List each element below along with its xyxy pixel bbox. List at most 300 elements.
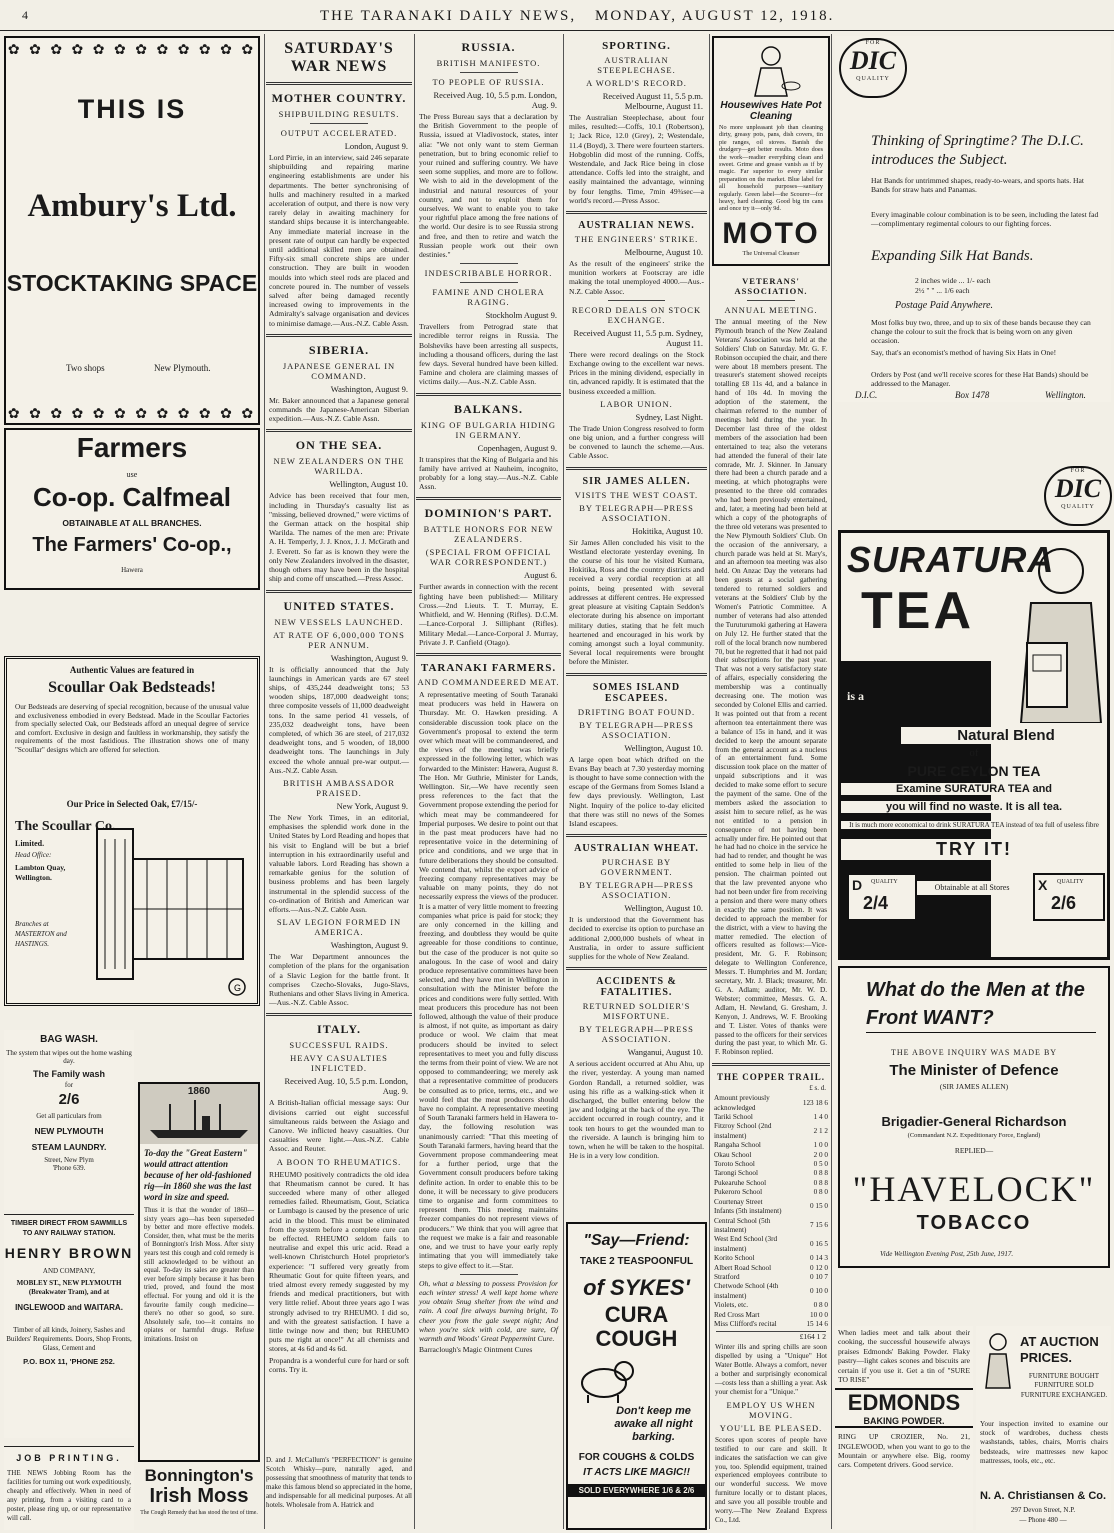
havelock-line: Vide Wellington Evening Post, 25th June, 1917. [880, 1250, 1014, 1258]
bagwash-title: BAG WASH. [40, 1034, 98, 1045]
edmonds-baking-powder-ad [835, 1326, 973, 1530]
article-text: The Trade Union Congress resolved to form one big union, and a further congress will be convened to launch the scheme.—Aus. Cable Assoc. [569, 423, 704, 461]
headline-war-news: SATURDAY'S WAR NEWS [284, 40, 394, 75]
dateline: Washington, August 9. [330, 940, 408, 951]
edmonds-product: BAKING POWDER. [835, 1416, 973, 1428]
subscription-amount: 0 8 0 [813, 1188, 828, 1197]
column-rule [563, 34, 564, 1529]
dateline: Received August 11, 5.5 p.m. Sydney, August 11. [573, 327, 703, 348]
bonnington-body: Thus it is that the wonder of 1860—sixty years ago—has been superseded by better and more effective models. Consider, then, what must be the merits of Bonnington's Irish Moss. After sixty years test this cough and cold remedy is still acknowledged to be without an equal. To-day its sales are greater than ever before simply because it has been tried, proved, and found the most effectual. For young and old it is the favourite family cough medicine—there's no other so good, so sure. Absolutely safe, too—it contains no opiates or harmful drugs. Refuse imitations. Insist on [144, 1207, 254, 1343]
farmers-coop: The Farmers' Co-op., [32, 534, 232, 556]
article-text: Barraclough's Magic Ointment Cures [419, 1345, 533, 1355]
moto-title: Housewives Hate Pot Cleaning [720, 100, 822, 122]
dateline: Stockholm August 9. [485, 310, 557, 321]
ambury-ad [4, 36, 260, 425]
table-row [712, 1122, 830, 1141]
subhead: BY TELEGRAPH—PRESS ASSOCIATION. [579, 880, 694, 901]
subhead: DRIFTING BOAT FOUND. [577, 706, 696, 717]
bagwash-line: NEW PLYMOUTH [34, 1126, 104, 1136]
table-row [712, 1254, 830, 1263]
table-row [712, 1311, 830, 1320]
subhead: NEW VESSELS LAUNCHED. [274, 616, 404, 627]
table-row [712, 1094, 830, 1113]
table-row [712, 1273, 830, 1282]
dateline: Received August 11, 5.5 p.m. Melbourne, August 11. [602, 91, 703, 111]
article-text: A serious accident occurred at Ahu Ahu, up the river, yesterday. A young man named Gordon Randall, a returned soldier, was using his rifle as a walking-stick when it discharged, the bullet entering below the jaw and lodging at the back of the eye. The accident occurred in rough country, and it took ten hours to get the wounded man to the riverside. A launch is bringing him to town, when he will be taken to the hospital. He is in a very low condition. [569, 1059, 704, 1161]
article-text: Lord Pirrie, in an interview, said 246 separate shipbuilding and repairing marine engineering establishments are under his departments. The better synchronising of hulls and machinery resulted in a marked acceleration of output, and there is now very rarely delay in awaiting machinery for standard ships because it is interchangeable. Any immediate material increase in the present rate of output can hardly be expected until additional skilled men are obtained. Fifty-six small concrete ships are under construction. They are built in wooden moulds into which steel rods are placed and concrete poured in. The number of vessels salved after being damaged recently increased owing to improvements in the Admiralty's salvage organisation and devices to minimise damage.—Aus.-N.Z. Cable Assn. [269, 153, 409, 328]
article-text: The War Department announces the completion of the plans for the organisation of a Slavic Legion for the battle front. It comprises Czecho-Slovaks, Jugo-Slavs, Ruthenians and other Slavs living in America.—Aus.-N.Z. Cable Assoc. [269, 952, 409, 1008]
article-text: Winter ills and spring chills are soon dispelled by using a "Unique" Hot Water Bottle. Always a comfort, never a bother and surprisingly economical—costs less than a shilling a year. Ask your chemist for a "Unique." [715, 1343, 827, 1396]
section-head: AUSTRALIAN NEWS. [578, 220, 695, 232]
section-head: SIR JAMES ALLEN. [582, 475, 691, 487]
article-text: Travellers from Petrograd state that incredible terror reigns in Russia. The Bolsheviks have been arresting all suspects, including a thousand officers, during the last few days. Several hundred have been killed. Famine and cholera are claiming masses of victims daily.—Aus.-N.Z. Cable Assn. [419, 322, 558, 387]
subhead: KING OF BULGARIA HIDING IN GERMANY. [420, 419, 557, 440]
subscriber-name: West End School (3rd instalment) [714, 1235, 778, 1253]
subhead: AND COMMANDEERED MEAT. [417, 676, 560, 687]
table-row [712, 1188, 830, 1197]
article-text: RHEUMO positively contradicts the old idea that Rheumatism cannot be cured. It has succeeded where many of other alleged remedies failed. Rheumatism, Gout, Sciatica or Lumbago is caused by the presence of uric acid in the blood. This must be eliminated from the system before a complete cure can be effected. RHEUMO seldom fails to neutralise and expel this uric acid. Read a well-known Christchurch Hotel proprietor's experience: "I suffered very greatly from Rheumatic Gout for quite fifteen years, and tried almost every remedy suggested by my friends and medical practitioners, but with very little relief. About three years ago I was strongly advised to try RHEUMO. I did so, and with the greatest satisfaction. I have a little twinge now and then; but RHEUMO puts me right at once!" At all chemists and stores, at 4s 6d and 4s 6d. [269, 1169, 409, 1354]
svg-text:G: G [234, 983, 242, 993]
subscriber-name: Tariki School [714, 1113, 753, 1122]
ad-ornament-border: ✿ ✿ ✿ ✿ ✿ ✿ ✿ ✿ ✿ ✿ ✿ ✿ [7, 43, 257, 58]
scoullar-office: Head Office: [15, 851, 52, 859]
suratura-obtainable: Obtainable at all Stores [917, 881, 1027, 895]
sykes-line: TAKE 2 TEASPOONFUL [579, 1256, 694, 1267]
dic-text: Every imaginable colour combination is to be seen, including the latest fad—complimentary regimental colours to our fighting forces. [871, 210, 1099, 229]
section-head: SIBERIA. [308, 342, 370, 357]
bonnington-irish-moss-ad [138, 1082, 260, 1462]
dic-logo [1044, 466, 1112, 526]
moto-body: No more unpleasant job than cleaning dirty, greasy pots, pans, dish covers, tin pie ranges, oil stoves. Banish the drudgery—get better results. Moto does the work—readier everything clean and sweet. Grime and grease vanish as if by magic. Far superior to every similar preparation on the market. Blue label for all household purposes—sanitary regularly. Green label—the Scourer—for heavy, hard cleaning. Good big tin cans and once try it—only 9d. [719, 124, 823, 213]
henry-brown-ad [4, 1214, 134, 1438]
farmers-word: Farmers [76, 432, 188, 463]
dateline: Washington, August 9. [330, 383, 408, 394]
henry-line: P.O. BOX 11, 'PHONE 252. [23, 1357, 115, 1366]
dic-logo [839, 38, 907, 98]
farmers-calfmeal: Co-op. Calfmeal [33, 482, 231, 512]
subscriber-name: Miss Clifford's recital [714, 1319, 777, 1328]
sykes-line: IT ACTS LIKE MAGIC!! [583, 1467, 690, 1478]
article-text: There were record dealings on the Stock Exchange owing to the excellent war news. Prices in the mining dividend, especially in tin, advanced rapidly. It is estimated that the business exceeded a million. [569, 349, 704, 396]
subhead: AT RATE OF 6,000,000 TONS PER ANNUM. [273, 629, 405, 650]
newspaper-title: THE TARANAKI DAILY NEWS, [320, 8, 577, 24]
subhead: A WORLD'S RECORD. [586, 78, 687, 88]
scoullar-intro: Authentic Values are featured in [69, 665, 195, 675]
article-text: The annual meeting of the New Plymouth branch of the New Zealand Veterans' Association was held at the Soldiers' Club on Saturday. Mr. G. F. Robinson occupied the chair, and there were about 18 members present. The treasurer's statement showed receipts totalling £8 11s 4d, and a balance in hand of 10s 4d. In moving the adoption of the statement, the chairman referred to the number of meetings held during the year. In December last three of the oldest members of the association had been entertained to tea; also the veterans had attended the funeral of their late comrade, Mr. J. Skinner. In January there had been a church parade and a meeting, at which photographs were presented to the three old comrades who had been previously entertained, and, later, a meeting had been held at which a copy of the photographs of the three old veterans was presented to the New Plymouth Soldiers' Club. On the occasion of the anniversary, a church parade was held at St. Mary's, and an afternoon tea meeting was also held. On Anzac Day the veterans had been guests at a social gathering tendered to returned soldiers and veterans at the Soldiers' Club by the Women's Patriotic Committee. A number of veterans had also attended the Turuturumoki gathering at Hawera on July 12. He further stated that the roll of the local branch now numbered 70, but he regretted that it had not paid their subscriptions for the past year. That was not a very satisfactory state of affairs, especially considering the membership was a continually decreasing one. The motion was seconded by Colonel Ellis and carried. It was pointed out that from a recent afternoon tea entertainment there was a balance of 15s in hand, and it was decided to keep the amount separate from the general account as a nucleus of an entertainment fund. Some discussion took place on the matter of unpaid subscriptions and it was decided to make some effort to secure the payment of the same. One of the members asked the association to assist him to secure relief, as he was not entitled to a pension in consequence of not having been actually under fire. He pointed out that he had had no choice in the service he had had to render, and thought he was entitled to some help in lieu of the pension. The chairman pointed out that the law prevented anyone who had not been under fire from receiving a pension and there were many others in exactly the same position. It was decided to approach the member for the district, with a view to having the matter remedied. The election of officers resulted as follows:—Vice-president, Mr. G. F. Robinson; delegate to Wellington Conference, Messrs. T. Humphries and M. Jordan; secretary, Mr. J. Black; treasurer, Mr. G. A. Adlam; auditor, Mr. W. D. Webster; committee, Messrs. G. A. Adlam, H. Newland, G. Gresham, J. Kenyon, J. Andrews, W. F. Brooking and T. Lister. Votes of thanks were passed to the officers for their services during the past year, to which Mr. G. F. Robinson replied. [715, 318, 827, 1057]
subhead: LABOR UNION. [600, 398, 673, 409]
table-row [712, 1217, 830, 1236]
subscriber-name: Pukeroro School [714, 1188, 763, 1197]
suratura-line: PURE CEYLON TEA [907, 763, 1041, 779]
auctioneer-illustration [978, 1330, 1018, 1390]
scoullar-company: The Scoullar Co. [15, 819, 116, 834]
section-head: DOMINION'S PART. [424, 506, 553, 521]
bag-wash-ad [4, 1030, 134, 1210]
article-text: Sir James Allen concluded his visit to the Westland electorate yesterday evening. In the course of his tour he visited Kumara, Hokitika, Ross and the country districts and received a very cordial reception at all points, being presented with several addresses at different centres. He expressed great pleasure at visiting Captain Seddon's electorate during his absence on important military duties, stating that he felt much heartened and encouraged in his work by coming amongst such a loyal community. Several local requirements were brought before the Minister. [569, 537, 704, 667]
dateline: Washington, August 9. [330, 652, 408, 663]
man-with-tea-tin-illustration [997, 543, 1107, 723]
table-row [712, 1264, 830, 1273]
suratura-try: TRY IT! [841, 839, 1107, 860]
section-head: MOTHER COUNTRY. [271, 91, 407, 105]
subscriber-name: Central School (5th instalment) [714, 1216, 771, 1234]
bagwash-line: The system that wipes out the home washing day. [6, 1049, 132, 1065]
subscriber-name: Chetwode School (4th instalment) [714, 1282, 779, 1300]
subhead: BY TELEGRAPH—PRESS ASSOCIATION. [579, 719, 694, 740]
edmonds-body: When ladies meet and talk about their cooking, the successful housewife always praises Edmonds' Baking Powder. Flaky pastry—light cakes scones and biscuits are certain if you use it. Get a tin of "SURE TO RISE" [838, 1328, 970, 1385]
article-text: Scores upon scores of people have testified to our care and skill. It indicates the satisfaction we can give you, too. Splendid equipment, trained experienced employees contribute to our wonderful success. We move furniture locally or to distant places, and save you all possible trouble and worry.—The New Zealand Express Co., Ltd. [715, 1435, 827, 1524]
havelock-tobacco-ad [838, 966, 1110, 1268]
bagwash-price: 2/6 [58, 1091, 80, 1108]
subhead: JAPANESE GENERAL IN COMMAND. [282, 360, 396, 381]
ship-illustration [140, 1084, 258, 1144]
dic-text: Say, that's an economist's method of having Six Hats in One! [871, 348, 1057, 357]
column-rule [709, 34, 710, 1529]
dic-text: Hat Bands for untrimmed shapes, ready-to-wears, and sports hats. Hat Bands for straw hats and Panamas. [871, 176, 1084, 195]
havelock-line: Brigadier-General Richardson [881, 1114, 1067, 1129]
housewife-illustration [741, 42, 801, 98]
column-rule [414, 34, 415, 1529]
subhead: AUSTRALIAN STEEPLECHASE. [597, 55, 676, 75]
subscription-amount: 1 0 0 [813, 1141, 828, 1150]
article-text: The Australian Steeplechase, about four miles, resulted:—Coffs, 10.1 (Robertson), 1; Jack Rice, 12.0 (Grey), 2; Westendale, 11.4 (Boyd), 3. There were fourteen starters. Hobgoblin did most of the running. Coffs, Westendale, and Jack Rice being in close attendance. Coffs led into the straight, and easily maintained the advantage, winning by four lengths. Time, 7min 49¾sec—a world's record.—Press Assoc. [569, 113, 704, 205]
scoullar-branches: Branches at MASTERTON and HASTINGS. [15, 920, 67, 948]
christiansen-auction-ad [976, 1326, 1111, 1530]
henry-line: AND COMPANY, [42, 1267, 96, 1275]
moto-cleanser-ad [712, 36, 830, 266]
auction-company: N. A. Christiansen & Co. [979, 1490, 1107, 1502]
subhead: NEW ZEALANDERS ON THE WARILDA. [273, 456, 405, 477]
dateline: Wellington, August 10. [624, 903, 703, 914]
scoullar-price: Our Price in Selected Oak, £7/15/- [66, 799, 198, 809]
dateline: August 6. [523, 570, 557, 581]
section-head: TARANAKI FARMERS. [420, 661, 557, 674]
auction-body: Your inspection invited to examine our stock of wardrobes, duchess chests washstands, tables, chairs, Morris chairs bedsteads, wire mattresses new kapoc mattresses, tools, etc., etc. [980, 1420, 1108, 1465]
table-row [712, 1235, 830, 1254]
ambury-name: Ambury's Ltd. [27, 188, 237, 224]
article-text: As the result of the engineers' strike the munition workers at Footscray are idle making the total unemployed 4000.—Aus.-N.Z. Cable Assoc. [569, 259, 704, 296]
havelock-line: (Commandant N.Z. Expeditionary Force, England) [907, 1132, 1041, 1139]
subscriber-name: Albert Road School [714, 1263, 772, 1272]
farmers-hawera: Hawera [121, 566, 143, 574]
farmers-calfmeal-ad [4, 428, 260, 590]
subscription-amount: 0 12 0 [810, 1263, 828, 1272]
copper-trail-table [712, 1094, 830, 1329]
subhead: TO PEOPLE OF RUSSIA. [432, 77, 545, 87]
havelock-question: What do the Men at the Front WANT? [866, 976, 1096, 1033]
moto-tag: The Universal Cleanser [742, 250, 800, 257]
subscriber-name: Korito School [714, 1254, 755, 1263]
quality-word: QUALITY [871, 879, 898, 885]
quality-x-box [1033, 873, 1105, 921]
subscriber-name: Courtenay Street Infants (5th instalment) [714, 1197, 782, 1216]
bagwash-line: Street, New Plym [44, 1156, 94, 1164]
dateline: London, August 9. [344, 141, 408, 151]
subhead: INDESCRIBABLE HORROR. [424, 268, 553, 279]
article-text: It is understood that the Government has decided to exercise its option to purchase an additional 2,000,000 bushels of wheat in Australia, in order to assure sufficient supplies for the whole of New Zealand. [569, 915, 704, 961]
subscriber-name: Toroto School [714, 1160, 755, 1169]
bonnington-brand-product: Irish Moss [149, 1485, 249, 1507]
dic-footer: Box 1478 [955, 390, 990, 400]
auction-address: 297 Devon Street, N.P. [1010, 1506, 1076, 1514]
section-head: ACCIDENTS & FATALITIES. [596, 976, 677, 999]
dic-size: 2½ " " ... 1/6 each [915, 286, 970, 295]
dateline: Wellington, August 10. [329, 479, 408, 490]
bagwash-line: for [64, 1081, 74, 1089]
henry-name: HENRY BROWN [4, 1245, 134, 1261]
dic-logo-text: DIC [1054, 474, 1102, 503]
subscription-amount: 0 14 3 [810, 1254, 828, 1263]
quality-word: QUALITY [1057, 879, 1084, 885]
subscriber-name: Fitzroy School (2nd instalment) [714, 1122, 772, 1140]
havelock-line: REPLIED— [954, 1146, 994, 1155]
subhead: FAMINE AND CHOLERA RAGING. [432, 287, 545, 308]
dic-postage: Postage Paid Anywhere. [895, 300, 994, 311]
dic-text: Orders by Post (and we'll receive scores for these Hat Bands) should be addressed to the Manager. [871, 370, 1089, 389]
subscription-amount: 0 8 8 [813, 1178, 828, 1187]
sykes-line: FOR COUGHS & COLDS [578, 1452, 695, 1463]
suratura-brand: SURATURA [847, 539, 1055, 580]
table-row [712, 1179, 830, 1188]
farmers-obtainable: OBTAINABLE AT ALL BRANCHES. [62, 518, 202, 528]
jobprint-body: THE NEWS Jobbing Room has the facilities for turning out work expeditiously, cheaply and effectively. When in need of any printing, from a visiting card to a poster, please ring up, or our representative will call. [7, 1469, 131, 1522]
dic-headline: Thinking of Springtime? The D.I.C. introduces the Subject. [871, 133, 1084, 168]
dateline: Received Aug. 10, 5.5 p.m. London, Aug. 9. [433, 90, 557, 110]
subhead: RETURNED SOLDIER'S MISFORTUNE. [582, 1001, 691, 1022]
section-head: VETERANS' ASSOCIATION. [734, 276, 808, 296]
dateline: Sydney, Last Night. [635, 411, 703, 422]
bonnington-brand-name: Bonnington's [144, 1466, 254, 1485]
ambury-this-is: THIS IS [77, 94, 187, 124]
subscription-amount: 0 10 7 [810, 1272, 828, 1281]
suratura-tea-ad [838, 530, 1110, 960]
sykes-cura-cough-ad [566, 1222, 707, 1530]
section-head: SPORTING. [602, 40, 671, 52]
subhead: VISITS THE WEST COAST. [574, 489, 699, 500]
subscriber-name: Stratford [714, 1272, 740, 1281]
dateline: New York, August 9. [336, 800, 408, 811]
subhead: OUTPUT ACCELERATED. [280, 128, 398, 138]
suratura-tea: TEA [861, 582, 974, 640]
dic-logo-for: FOR [1070, 468, 1086, 474]
job-printing-ad [4, 1446, 134, 1530]
havelock-line: (SIR JAMES ALLEN) [939, 1082, 1009, 1091]
crozier-notice: RING UP CROZIER, No. 21, INGLEWOOD, when you want to go to the Mountain or anywhere else. Big, roomy cars. Competent drivers. Good service. [838, 1432, 970, 1470]
dog-illustration [574, 1353, 634, 1403]
auction-phone: — Phone 480 — [1019, 1516, 1067, 1524]
dateline: Copenhagen, August 9. [477, 442, 557, 453]
article-text: Mr. Baker announced that a Japanese general commands the Japanese-American Siberian expedition.—Aus.-N.Z. Cable Assn. [269, 395, 409, 424]
mccallum-whisky-notice: D. and J. McCallum's "PERFECTION" is genuine Scotch Whisky—pure, naturally aged, and possessing that smoothness of maturity that tends to make this famous blend so appreciated in the home, and indispensable for all medicinal purposes. At all hotels. Wholesale from A. Hatrick and [266, 1456, 412, 1509]
column-rule [264, 34, 265, 1529]
jobprint-title: JOB PRINTING. [16, 1453, 122, 1463]
ambury-town: New Plymouth. [154, 363, 211, 373]
scoullar-limited: Limited. [15, 839, 45, 848]
subhead: BY TELEGRAPH—PRESS ASSOCIATION. [579, 502, 694, 523]
dic-headline-2: Expanding Silk Hat Bands. [871, 248, 1034, 264]
henry-line: INGLEWOOD and WAITARA. [15, 1303, 123, 1312]
scoullar-body: Our Bedsteads are deserving of special recognition, because of the unusual value and exclusiveness embodied in every Bedstead. Made in the Scoullar Factories from specially selected Oak, our Bedsteads afford an unequal degree of service and comfort. Exclusive in design and faultless in workmanship, they satisfy the requirements of the most fastidious. The illustration shows one of many "Scoullar" designs which are offered for selection. [15, 703, 249, 754]
havelock-tobacco: TOBACCO [916, 1212, 1032, 1234]
column-3 [416, 34, 561, 1529]
dic-text: Most folks buy two, three, and up to six of these bands because they can change the colour to suit the frock that is being worn on any given occasion. [871, 318, 1091, 346]
section-head: SOMES ISLAND ESCAPEES. [592, 681, 681, 704]
moto-brand: MOTO [722, 216, 820, 250]
article-text: It is officially announced that the July launchings in American yards are 67 steel ships, of 435,244 deadweight tons; 53 wooden ships, 187,000 deadweight tons; three composite vessels of 11,000 deadweight tons. In the same period 41 vessels, of 235,032 deadweight tons, have been completed, of which 36 are steel, of 217,032 deadweight tons, and 5 wooden, of 18,000 deadweight tons. The launchings in July exceed the whole annual pre-war output.—Aus.-N.Z. Cable Assn. [269, 664, 409, 775]
table-row [712, 1301, 830, 1310]
section-head: UNITED STATES. [283, 598, 395, 613]
copper-trail-total: £164 1 2 [716, 1331, 826, 1341]
sykes-line: SOLD EVERYWHERE 1/6 & 2/6 [568, 1484, 705, 1497]
quality-x-price: 2/6 [1051, 893, 1077, 913]
section-head: ITALY. [317, 1022, 361, 1037]
dic-logo-quality: QUALITY [856, 76, 890, 82]
farmers-use: use [126, 470, 138, 479]
henry-line: MOBLEY ST., NEW PLYMOUTH (Breakwater Tram), and at [16, 1279, 122, 1296]
subscription-amount: 0 5 0 [813, 1160, 828, 1169]
subhead: EMPLOY US WHEN MOVING. [726, 1399, 816, 1420]
column-rule [831, 34, 832, 1529]
subhead: BRITISH MANIFESTO. [436, 58, 541, 68]
section-head: THE COPPER TRAIL. [716, 1072, 826, 1083]
bagwash-line: STEAM LAUNDRY. [31, 1142, 107, 1152]
bonnington-headline: To-day the "Great Eastern" would attract attention because of her old-fashioned rig—in 1860 she was the last word in size and speed. [144, 1148, 252, 1202]
subscription-amount: 0 8 8 [813, 1169, 828, 1178]
sykes-line: Don't keep me awake all night barking. [614, 1405, 693, 1443]
suratura-line: Natural Blend [901, 727, 1110, 744]
subhead: BRITISH AMBASSADOR PRAISED. [283, 777, 395, 798]
dic-logo-quality: QUALITY [1061, 504, 1095, 510]
scoullar-bedsteads-ad [4, 656, 260, 1006]
subscriber-name: Rangaha School [714, 1141, 761, 1150]
subscriber-name: Violets, etc. [714, 1301, 749, 1310]
page-number: 4 [22, 8, 30, 22]
dic-size: 2 inches wide ... 1/- each [915, 276, 991, 285]
subhead: ANNUAL MEETING. [724, 305, 818, 315]
table-row [712, 1169, 830, 1178]
subscription-amount: 1 4 0 [813, 1113, 828, 1122]
subscription-amount: 7 15 6 [810, 1221, 828, 1230]
ambury-slogan: STOCKTAKING SPACE [6, 270, 258, 296]
quality-d-label: D [852, 877, 863, 893]
quality-d-price: 2/4 [863, 893, 889, 913]
article-text: The Press Bureau says that a declaration by the British Government to the people of Russia, issued at Vladivostock, states, inter alia: "We not only want to stem German penetration, but to bring economic relief to your ruined and suffering country. We have seen some supplies, and more are to follow. We wish to aid in the development of the industrial and natural resources of your country, and not to exploit them for ourselves. We want to enable you to take your rightful place among the free nations of the world. Our desire is to see Russia strong and free, and then to retire and watch the Russian people work out their own destinies." [419, 112, 558, 260]
subhead: (SPECIAL FROM OFFICIAL WAR CORRESPONDENT.) [425, 547, 552, 568]
dateline: Received Aug. 10, 5.5 p.m. London, Aug. 9. [284, 1076, 408, 1097]
suratura-line: It is much more economical to drink SURATURA TEA instead of tea full of useless fibre [841, 821, 1107, 829]
subscription-amount: 15 14 6 [806, 1319, 828, 1328]
subscription-amount: 0 10 0 [810, 1287, 828, 1296]
sykes-line: "Say—Friend: [583, 1232, 690, 1249]
bagwash-line: The Family wash [32, 1069, 106, 1079]
bonnington-year: 1860 [187, 1086, 211, 1097]
auction-title: AT AUCTION PRICES. [1020, 1334, 1099, 1365]
subscription-amount: 10 0 0 [810, 1310, 828, 1319]
dateline: Hokitika, August 10. [632, 525, 703, 536]
table-row [712, 1141, 830, 1150]
article-text: Propandra is a wonderful cure for hard or soft corns. Try it. [269, 1355, 409, 1374]
subscriber-name: Okau School [714, 1150, 752, 1159]
subscriber-name: Amount previously acknowledged [714, 1094, 770, 1112]
sykes-brand: of SYKES' [583, 1275, 690, 1300]
suratura-line: Examine SURATURA TEA and [841, 783, 1107, 795]
subhead: A BOON TO RHEUMATICS. [276, 1156, 402, 1167]
subscription-amount: 123 18 6 [802, 1098, 828, 1107]
article-text: A British-Italian official message says: Our divisions carried out eight successful simultaneous raids between the Asiago and Canove. We inflicted heavy casualties. Our casualties were light.—Aus.-N.Z. Cable Assoc. and Reuter. [269, 1098, 409, 1154]
subhead: BATTLE HONORS FOR NEW ZEALANDERS. [423, 524, 554, 545]
table-row [712, 1282, 830, 1301]
subhead: SHIPBUILDING RESULTS. [278, 109, 400, 119]
henry-line: TIMBER DIRECT FROM SAWMILLS TO ANY RAILWAY STATION. [10, 1220, 128, 1237]
havelock-brand: "HAVELOCK" [852, 1169, 1096, 1209]
article-text: The New York Times, in an editorial, emphasises the splendid work done in the United States by Lord Reading and hopes that his visit to England will be but a brief interruption in his extraordinarily useful and valuable labors. Lord Reading has shown a remarkable genius for the solution of business problems and has been largely instrumental in the splendid success of the co-ordination of British and American war efforts.—Aus.-N.Z. Cable Assn. [269, 812, 409, 914]
subhead: HEAVY CASUALTIES INFLICTED. [290, 1053, 388, 1074]
currency-header: £ s. d. [809, 1084, 826, 1093]
bonnington-brand [138, 1466, 260, 1506]
edmonds-brand: EDMONDS [835, 1388, 973, 1416]
issue-date: MONDAY, AUGUST 12, 1918. [595, 8, 835, 24]
bonnington-tagline: The Cough Remedy that has stood the test of time. [140, 1510, 258, 1516]
dic-logo-for: FOR [865, 40, 881, 46]
auction-line: FURNITURE BOUGHT FURNITURE SOLD FURNITURE EXCHANGED. [1020, 1372, 1108, 1399]
table-row [712, 1160, 830, 1169]
table-row [712, 1320, 830, 1329]
subscription-amount: 0 16 5 [810, 1240, 828, 1249]
subscriber-name: Pukearuhe School [714, 1178, 767, 1187]
henry-line: Timber of all kinds, Joinery, Sashes and Builders' Requirements. Doors, Shop Fronts, Glass, Cement and [6, 1326, 132, 1352]
table-row [712, 1198, 830, 1217]
subhead: SLAV LEGION FORMED IN AMERICA. [276, 917, 402, 938]
dic-hatbands-ad [835, 36, 1111, 402]
suratura-line: you will find no waste. It is all tea. [841, 801, 1107, 813]
subscription-amount: 2 0 0 [813, 1150, 828, 1159]
subscription-amount: 0 8 0 [813, 1301, 828, 1310]
ad-ornament-border: ✿ ✿ ✿ ✿ ✿ ✿ ✿ ✿ ✿ ✿ ✿ ✿ [7, 407, 257, 422]
column-5 [712, 270, 830, 1529]
dic-footer: Wellington. [1045, 390, 1086, 400]
subhead: RECORD DEALS ON STOCK EXCHANGE. [571, 304, 702, 325]
subhead: THE ENGINEERS' STRIKE. [574, 234, 699, 245]
dic-logo-text: DIC [849, 46, 897, 75]
article-text: A representative meeting of South Taranaki meat producers was held in Hawera on Thursday. Mr. O. Hawken presiding. A considerable discussion took place on the Government's proposal to extend the term over which meat will be commandeered, and the views of the meeting was briefly expressed in the following letter, which was forwarded to the Minister: Hawera, August 8. The Hon. Mr Guthrie, Minister for Lands, Wellington. Sir,—We have recently seen press references to the fact that the Government propose extending the period for which meat may be commandeered for Imperial purposes. We desire to point out that in the past meat producers have had no representative voice in the determining of price and conditions, and we urge that in future deliberations they should be consulted. We contend that, whilst the export advice of freezing company representatives may be valuable on many points, they do not necessarily express the views of the producer. It is a matter of very little moment to freezing companies what price is paid for stock; they are only concerned in the killing and freezing, and doubtless they would be quite agreeable for those conditions to continue, but the case of the producer is not quite so analogous. In the case of wool and dairy produce representative committees have been selected, and they have met in Wellington in consultation with the Minister before the prices and conditions were fully settled. With meat producers this procedure has not been followed, although the value of their produce is almost, if not quite, as important as dairy produce or wool. We claim that meat producers should be invited to select representatives to meet you and fully discuss the terms from their point of view. We are not opposed to commandeering; we merely ask that a representative committee of producers be consulted as to price, terms, etc., and we would feel that the meat producers should have no complaint. A representative meeting of South Taranaki farmers held in Hawera to-day, the following resolution was unanimously carried: "That this meeting of South Taranaki farmers, having heard that the Government propose commandeering meat for a further period, urge that the Government consult producers before taking definite action. In order to enable this to be done, it will be necessary to give producers time to organise and form committees to represent them. This meeting maintains freezer companies do not represent views of producers." We think that you will agree that the request we make is a fair and reasonable one, and we trust to have your early reply intimating that you will immediately take steps to give effect to it.—Star. [419, 689, 558, 1270]
bagwash-line: 'Phone 639. [52, 1164, 86, 1172]
section-head: RUSSIA. [461, 40, 516, 54]
article-text: Further awards in connection with the recent fighting have been published:— Military Cross.—2nd Lieuts. T. T. Murray, E. Whitfield, and W. Henning (Rifles). D.C.M.—Lance-Corporal J. Silliphant (Rifles). Military Medal.—Lance-Corporal J. Murray, Private J. P. Canfield (Otago). [419, 582, 558, 647]
subhead: SUCCESSFUL RAIDS. [289, 1040, 389, 1051]
dateline: Melbourne, August 10. [624, 247, 703, 258]
suratura-line: is a [847, 689, 865, 703]
sykes-product: CURA COUGH [595, 1302, 678, 1351]
subscriber-name: Tarongi School [714, 1169, 759, 1178]
subhead: BY TELEGRAPH—PRESS ASSOCIATION. [579, 1024, 694, 1045]
section-head: BALKANS. [453, 401, 523, 416]
section-head: AUSTRALIAN WHEAT. [574, 843, 699, 855]
havelock-line: THE ABOVE INQUIRY WAS MADE BY [890, 1048, 1058, 1057]
subhead: PURCHASE BY GOVERNMENT. [600, 857, 673, 878]
article-text: A large open boat which drifted on the Evans Bay beach at 7.30 yesterday morning is thought to have some connection with the escape of the Germans from Somes Island a few days previously. Wellington, Last Night. Inquiry of the police to-day elicited that there was still no news of the Somes Island escapees. [569, 754, 704, 828]
section-head: ON THE SEA. [295, 438, 383, 453]
column-2 [266, 34, 412, 1529]
quality-d-box [847, 873, 917, 921]
scoullar-address: Lambton Quay, Wellington. [15, 863, 66, 882]
table-row [712, 1151, 830, 1160]
table-row [712, 1113, 830, 1122]
ambury-shops: Two shops [66, 363, 105, 373]
masthead [0, 4, 1114, 31]
bagwash-line: Get all particulars from [36, 1112, 102, 1120]
article-text: Oh, what a blessing to possess Provision for each winter stress! A well kept home where you obtain Snug shelter from the wind and rain. A coal fire always burning bright, To cheer you from the gale swept night; And when you're sick with cold, are sure, Of warmth and Woods' Great Peppermint Cure. [419, 1278, 558, 1343]
quality-x-label: X [1038, 877, 1048, 893]
